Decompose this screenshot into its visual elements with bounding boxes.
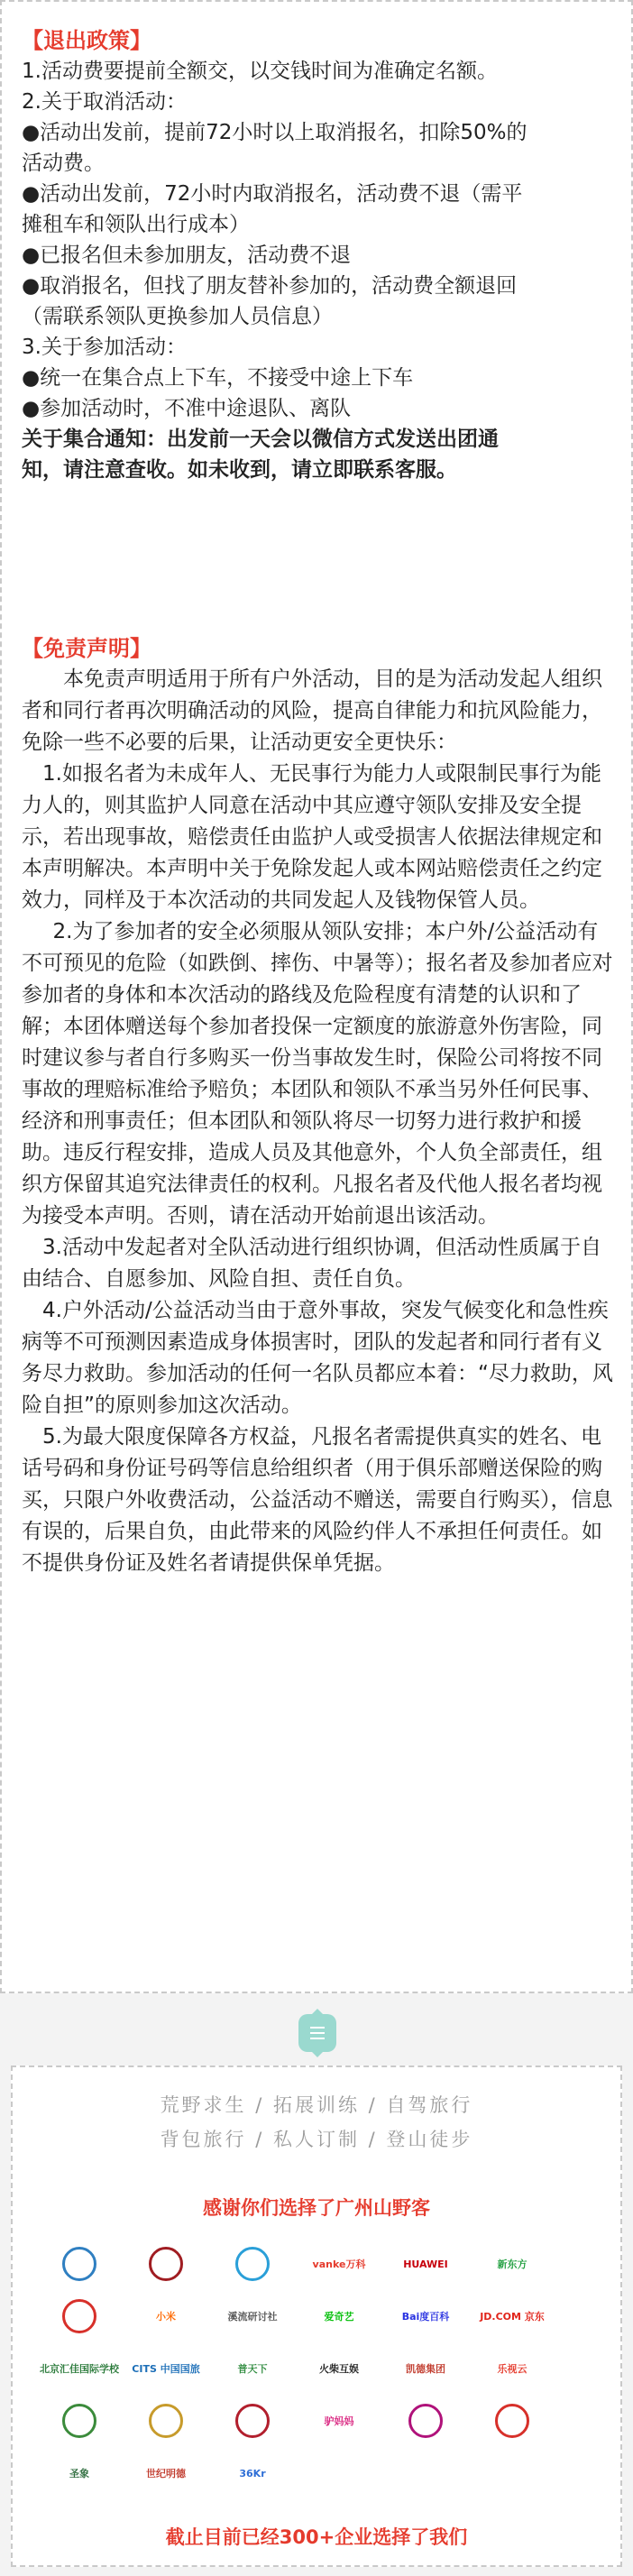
disclaimer-item-5: 5.为最大限度保障各方权益，凡报名者需提供真实的姓名、电话号码和身份证号码等信息给组织者（用于俱乐部赠送保险的购买，只限户外收费活动，公益活动不赠送，需要自行购买），信息有误的，后果自负，由此带来的风险约伴人不承担任何责任。如不提供身份证及姓名者请提供保单凭据。	[22, 1425, 613, 1575]
refund-policy-line: ●已报名但未参加朋友，活动费不退	[22, 244, 352, 267]
partner-emblem-icon	[149, 2247, 183, 2281]
partner-emblem-icon	[235, 2404, 270, 2438]
partner-logo: vanke万科	[312, 2259, 366, 2270]
partner-logo: 驴妈妈	[324, 2415, 354, 2427]
footer-text: 截止目前已经300+企业选择了我们	[165, 2526, 468, 2548]
refund-policy-section	[22, 25, 617, 485]
disclaimer-section	[22, 633, 617, 1579]
refund-policy-line: 摊租车和领队出行成本）	[22, 213, 250, 236]
partner-emblem-icon	[62, 2299, 96, 2333]
partner-logo	[40, 2400, 119, 2442]
disclaimer-heading: 【免责声明】	[22, 636, 151, 661]
refund-policy-line: 活动费。	[22, 152, 105, 175]
partner-logo	[126, 2243, 206, 2285]
partner-logo: 乐视云	[497, 2363, 528, 2375]
partner-logo: 36Kr	[239, 2467, 266, 2479]
partner-logo: 爱奇艺	[324, 2311, 354, 2323]
refund-policy-line: 3.关于参加活动：	[22, 336, 187, 359]
disclaimer-item-4: 4.户外活动/公益活动当由于意外事故，突发气候变化和急性疾病等不可预测因素造成身体损害时，团队的发起者和同行者有义务尽力救助。参加活动的任何一名队员都应本着：“尽力救助，风险自担”的原则参加这次活动。	[22, 1299, 613, 1417]
partner-logo	[472, 2400, 552, 2442]
partner-logo: 北京汇佳国际学校	[40, 2363, 119, 2375]
meeting-notice-line-1: 关于集合通知：出发前一天会以微信方式发送出团通	[22, 428, 499, 451]
partner-logo	[213, 2400, 292, 2442]
partner-logo	[40, 2295, 119, 2337]
disclaimer-item-2: 2.为了参加者的安全必须服从领队安排；本户外/公益活动有不可预见的危险（如跌倒、摔伤、中暑等）；报名者及参加者应对参加者的身体和本次活动的路线及危险程度有清楚的认识和了解；本团体赠送每个参加者投保一定额度的旅游意外伤害险，同时建议参与者自行多购买一份当事故发生时，保险公司将按不同事故的理赔标准给予赔负；本团队和领队不承当另外任何民事、经济和刑事责任；但本团队和领队将尽一切努力进行救护和援助。违反行程安排，造成人员及其他意外，个人负全部责任，组织方保留其追究法律责任的权利。凡报名者及代他人报名者均视为接受本声明。否则，请在活动开始前退出该活动。	[22, 920, 613, 1228]
partner-logo: 火柴互娱	[319, 2363, 359, 2375]
partner-emblem-icon	[495, 2404, 529, 2438]
partner-logos-grid	[40, 2243, 599, 2494]
refund-policy-line: 1.活动费要提前全额交，以交钱时间为准确定名额。	[22, 60, 498, 83]
partner-logo	[386, 2400, 465, 2442]
service-tags-line-1: 荒野求生 / 拓展训练 / 自驾旅行	[160, 2094, 473, 2116]
refund-policy-heading: 【退出政策】	[22, 28, 151, 53]
partner-logo	[126, 2400, 206, 2442]
partner-logo: 小米	[156, 2311, 176, 2323]
meeting-notice-line-2: 知，请注意查收。如未收到，请立即联系客服。	[22, 458, 457, 482]
partner-emblem-icon	[62, 2247, 96, 2281]
thanks-text: 感谢你们选择了广州山野客	[203, 2197, 430, 2219]
refund-policy-line: （需联系领队更换参加人员信息）	[22, 305, 333, 328]
partners-panel	[11, 2065, 622, 2567]
partner-logo: Bai度百科	[401, 2311, 450, 2323]
partner-logo: 世纪明德	[146, 2468, 186, 2479]
partner-emblem-icon	[62, 2404, 96, 2438]
partner-logo: CITS 中国国旅	[132, 2363, 200, 2375]
refund-policy-line: ●活动出发前，提前72小时以上取消报名，扣除50%的	[22, 121, 528, 144]
partner-logo: 新东方	[497, 2259, 528, 2270]
partner-logo: 普天下	[237, 2363, 268, 2375]
refund-policy-line: 2.关于取消活动：	[22, 90, 187, 114]
refund-policy-line: ●参加活动时，不准中途退队、离队	[22, 397, 352, 420]
refund-policy-line: ●取消报名，但找了朋友替补参加的，活动费全额退回	[22, 274, 518, 298]
partner-logo	[213, 2243, 292, 2285]
disclaimer-intro: 本免责声明适用于所有户外活动，目的是为活动发起人组织者和同行者再次明确活动的风险，提高自律能力和抗风险能力，免除一些不必要的后果，让活动更安全更快乐：	[22, 667, 602, 754]
partner-logo: HUAWEI	[403, 2258, 448, 2270]
partner-logo: JD.COM 京东	[480, 2311, 545, 2323]
partner-emblem-icon	[149, 2404, 183, 2438]
partner-logo: 凯德集团	[406, 2363, 445, 2375]
menu-lines-icon	[298, 2014, 336, 2052]
refund-policy-line: ●活动出发前，72小时内取消报名，活动费不退（需平	[22, 182, 523, 206]
refund-policy-lines	[22, 56, 617, 424]
refund-policy-line: ●统一在集合点上下车，不接受中途上下车	[22, 366, 414, 390]
partner-logo: 溪流研讨社	[227, 2311, 278, 2323]
partner-emblem-icon	[408, 2404, 443, 2438]
disclaimer-item-3: 3.活动中发起者对全队活动进行组织协调，但活动性质属于自由结合、自愿参加、风险自担、责任自负。	[22, 1236, 601, 1291]
partner-emblem-icon	[235, 2247, 270, 2281]
service-tags-line-2: 背包旅行 / 私人订制 / 登山徒步	[160, 2129, 473, 2150]
partner-logo	[40, 2243, 119, 2285]
disclaimer-item-1: 1.如报名者为未成年人、无民事行为能力人或限制民事行为能力人的，则其监护人同意在活动中其应遵守领队安排及安全提示，若出现事故，赔偿责任由监护人或受损害人依据法律规定和本声明解决。本声明中关于免除发起人或本网站赔偿责任之约定效力，同样及于本次活动的共同发起人及钱物保管人员。	[22, 762, 602, 912]
partner-logo: 圣象	[69, 2468, 89, 2479]
